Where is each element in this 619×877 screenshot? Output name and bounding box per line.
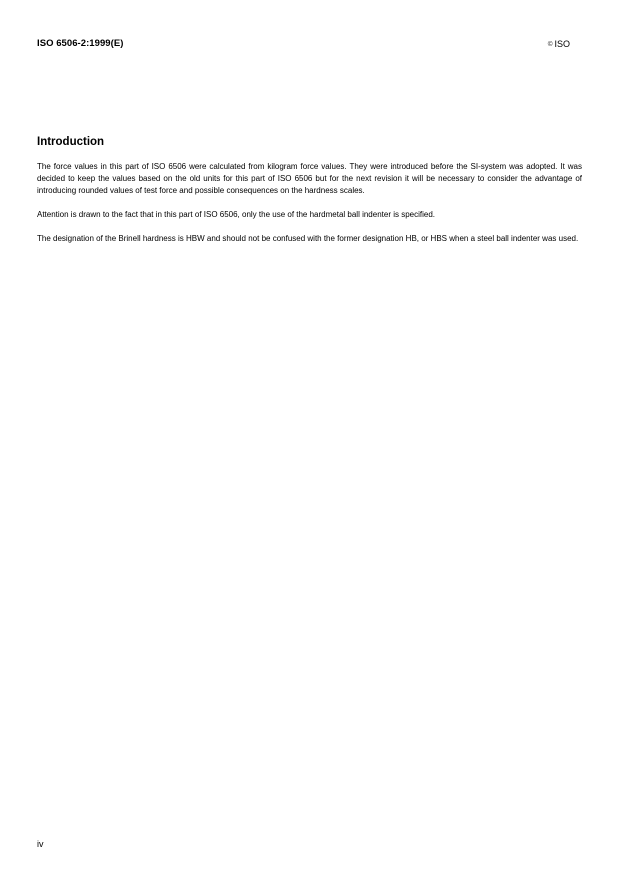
copyright-owner: ISO bbox=[554, 39, 570, 49]
page-number: iv bbox=[37, 839, 44, 849]
document-id: ISO 6506-2:1999(E) bbox=[37, 38, 124, 49]
paragraph-designation: The designation of the Brinell hardness is HBW and should not be confused with the former designation HB, or HBS when a steel ball indenter was used. bbox=[37, 234, 579, 243]
copyright-icon: © bbox=[547, 40, 553, 48]
paragraph-indenter: Attention is drawn to the fact that in this part of ISO 6506, only the use of the hardmetal ball indenter is specified. bbox=[37, 210, 436, 219]
section-title: Introduction bbox=[37, 136, 105, 148]
paragraph-force-values: The force values in this part of ISO 6506 were calculated from kilogram force values. They were introduced before the SI-system was adopted. It was decided to keep the values based on the old units for this part of ISO 6506 but for the next revision it will be necessary to consider the advantage of introducing rounded values of test force and possible consequences on the hardness scales. bbox=[37, 162, 582, 195]
section-body bbox=[37, 161, 582, 257]
copyright-notice bbox=[548, 39, 570, 49]
